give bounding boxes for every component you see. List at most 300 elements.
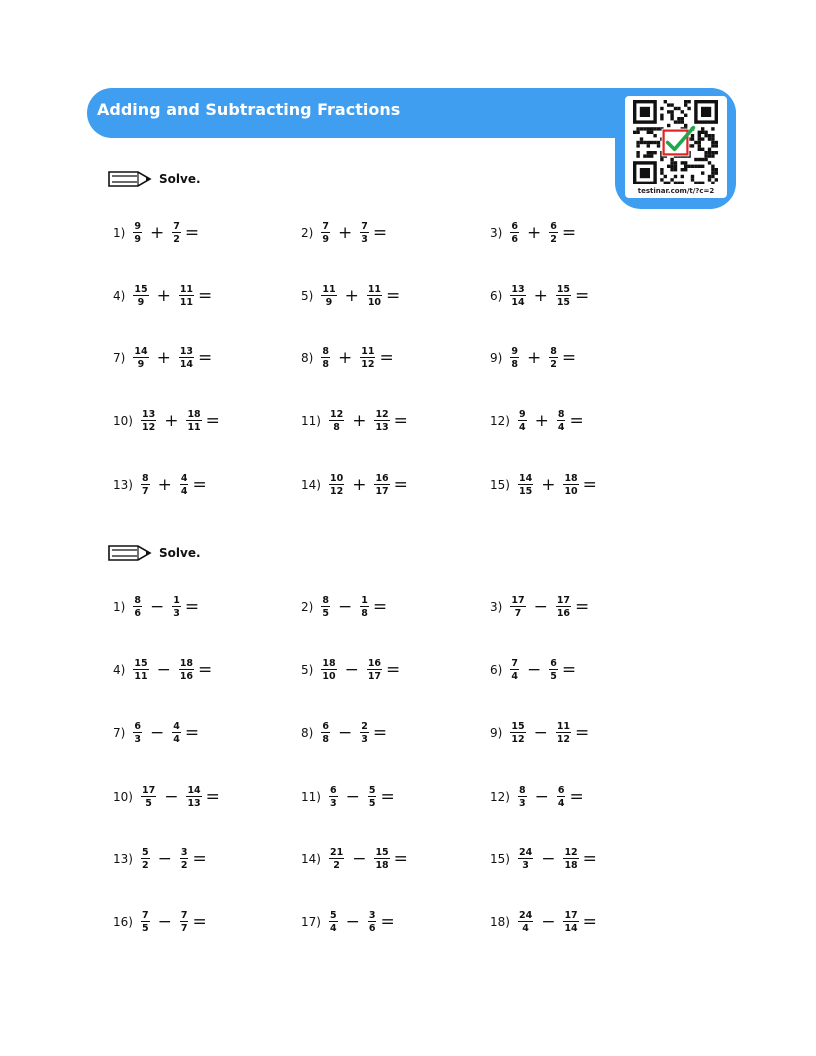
fraction-a — [133, 659, 148, 682]
problem-number: 11) — [301, 790, 321, 804]
numerator: 18 — [187, 408, 201, 420]
operator: − — [344, 659, 359, 680]
denominator: 14 — [179, 359, 194, 370]
operator: − — [157, 848, 172, 869]
denominator: 2 — [180, 860, 188, 871]
problem-number: 13) — [113, 852, 133, 866]
denominator: 4 — [180, 486, 188, 497]
fraction-b — [172, 596, 181, 619]
numerator: 9 — [511, 345, 518, 357]
denominator: 5 — [368, 798, 376, 809]
fraction-a — [329, 474, 344, 497]
problem-item — [490, 338, 576, 378]
equals-sign: = — [198, 347, 213, 368]
numerator: 24 — [518, 846, 533, 858]
denominator: 10 — [564, 486, 578, 497]
operator: − — [533, 596, 548, 617]
numerator: 2 — [361, 720, 368, 732]
numerator: 6 — [322, 720, 329, 732]
operator: + — [156, 285, 171, 306]
problem-item — [301, 713, 387, 753]
numerator: 13 — [511, 283, 525, 295]
numerator: 8 — [518, 784, 526, 796]
numerator: 10 — [329, 472, 344, 484]
problem-number: 15) — [490, 852, 510, 866]
problem-number: 10) — [113, 790, 133, 804]
denominator: 11 — [179, 297, 194, 308]
denominator: 14 — [564, 923, 578, 934]
numerator: 15 — [511, 720, 525, 732]
problem-item — [301, 650, 400, 690]
operator: − — [149, 722, 165, 743]
fraction-a — [133, 285, 148, 308]
pencil-icon — [108, 170, 152, 188]
operator: + — [164, 410, 179, 431]
denominator: 17 — [375, 486, 389, 497]
problem-item — [113, 465, 207, 505]
section-heading — [108, 543, 201, 563]
numerator: 6 — [329, 784, 337, 796]
denominator: 3 — [361, 734, 368, 745]
numerator: 16 — [375, 472, 389, 484]
fraction-a — [510, 285, 525, 308]
denominator: 9 — [325, 297, 333, 308]
fraction-a — [518, 911, 533, 934]
fraction-b — [549, 659, 558, 682]
problem-number: 6) — [490, 663, 503, 677]
fraction-a — [321, 222, 330, 245]
fraction-a — [321, 347, 330, 370]
equals-sign: = — [192, 474, 207, 495]
denominator: 15 — [556, 297, 571, 308]
denominator: 3 — [173, 608, 180, 619]
denominator: 5 — [550, 671, 557, 682]
denominator: 8 — [361, 608, 368, 619]
denominator: 6 — [368, 923, 376, 934]
equals-sign: = — [569, 786, 584, 807]
fraction-b — [374, 848, 389, 871]
numerator: 3 — [368, 909, 376, 921]
problem-item — [490, 213, 576, 253]
denominator: 8 — [333, 422, 340, 433]
problem-number: 13) — [113, 478, 133, 492]
problem-number: 16) — [113, 915, 133, 929]
fraction-b — [180, 848, 189, 871]
denominator: 7 — [514, 608, 522, 619]
problem-number: 17) — [301, 915, 321, 929]
fraction-a — [518, 848, 533, 871]
numerator: 12 — [375, 408, 389, 420]
operator: + — [541, 474, 556, 495]
denominator: 8 — [511, 359, 518, 370]
numerator: 18 — [564, 472, 578, 484]
denominator: 9 — [322, 234, 329, 245]
problem-item — [113, 401, 220, 441]
denominator: 3 — [134, 734, 141, 745]
problem-item — [490, 902, 597, 942]
problem-item — [113, 213, 199, 253]
denominator: 3 — [361, 234, 368, 245]
problem-number: 7) — [113, 726, 126, 740]
problem-number: 5) — [301, 663, 314, 677]
numerator: 1 — [361, 594, 368, 606]
fraction-b — [563, 474, 578, 497]
equals-sign: = — [575, 285, 590, 306]
fraction-a — [133, 347, 148, 370]
operator: − — [337, 596, 353, 617]
operator: + — [344, 285, 359, 306]
denominator: 4 — [557, 798, 565, 809]
section-label: Solve. — [159, 172, 201, 186]
numerator: 14 — [134, 345, 148, 357]
numerator: 7 — [141, 909, 149, 921]
fraction-b — [563, 848, 578, 871]
equals-sign: = — [184, 722, 200, 743]
fraction-b — [186, 410, 201, 433]
page-title: Adding and Subtracting Fractions — [97, 100, 401, 119]
problem-number: 10) — [113, 414, 133, 428]
denominator: 5 — [322, 608, 329, 619]
denominator: 2 — [173, 234, 180, 245]
numerator: 5 — [368, 784, 376, 796]
numerator: 7 — [511, 657, 518, 669]
problem-number: 1) — [113, 600, 126, 614]
qr-caption: testinar.com/t/?c=2 — [637, 187, 715, 195]
fraction-a — [133, 596, 142, 619]
equals-sign: = — [184, 596, 200, 617]
fraction-a — [141, 410, 156, 433]
problem-item — [113, 276, 212, 316]
operator: + — [526, 347, 542, 368]
denominator: 4 — [329, 923, 337, 934]
numerator: 16 — [367, 657, 382, 669]
numerator: 24 — [518, 909, 533, 921]
fraction-b — [549, 347, 558, 370]
numerator: 11 — [556, 720, 571, 732]
problem-item — [301, 587, 387, 627]
fraction-b — [180, 474, 189, 497]
denominator: 15 — [518, 486, 533, 497]
equals-sign: = — [561, 222, 577, 243]
denominator: 9 — [137, 359, 145, 370]
denominator: 16 — [179, 671, 194, 682]
operator: − — [526, 659, 542, 680]
problem-item — [490, 650, 576, 690]
numerator: 17 — [141, 784, 156, 796]
denominator: 9 — [137, 297, 145, 308]
numerator: 12 — [329, 408, 344, 420]
problem-item — [490, 587, 589, 627]
denominator: 12 — [141, 422, 156, 433]
denominator: 2 — [141, 860, 149, 871]
equals-sign: = — [205, 410, 220, 431]
denominator: 5 — [145, 798, 152, 809]
equals-sign: = — [393, 474, 408, 495]
problem-item — [113, 713, 199, 753]
equals-sign: = — [380, 911, 395, 932]
denominator: 3 — [518, 798, 526, 809]
equals-sign: = — [575, 596, 590, 617]
numerator: 18 — [322, 657, 336, 669]
fraction-b — [186, 786, 201, 809]
problem-item — [301, 338, 394, 378]
numerator: 6 — [557, 784, 565, 796]
problem-number: 9) — [490, 726, 503, 740]
numerator: 11 — [179, 283, 194, 295]
denominator: 4 — [557, 422, 565, 433]
problem-number: 15) — [490, 478, 510, 492]
fraction-b — [172, 722, 181, 745]
numerator: 8 — [557, 408, 565, 420]
denominator: 18 — [375, 860, 389, 871]
problem-item — [490, 839, 597, 879]
equals-sign: = — [393, 410, 408, 431]
equals-sign: = — [184, 222, 200, 243]
equals-sign: = — [372, 596, 388, 617]
problem-number: 1) — [113, 226, 126, 240]
fraction-a — [329, 410, 344, 433]
numerator: 7 — [180, 909, 188, 921]
numerator: 17 — [564, 909, 578, 921]
denominator: 14 — [511, 297, 525, 308]
problem-number: 8) — [301, 726, 314, 740]
fraction-a — [329, 848, 344, 871]
problem-number: 3) — [490, 600, 503, 614]
problem-number: 3) — [490, 226, 503, 240]
denominator: 11 — [134, 671, 148, 682]
fraction-b — [360, 222, 369, 245]
denominator: 5 — [141, 923, 149, 934]
numerator: 15 — [556, 283, 571, 295]
fraction-b — [360, 722, 369, 745]
denominator: 4 — [511, 671, 518, 682]
numerator: 9 — [134, 220, 141, 232]
problem-item — [113, 902, 207, 942]
operator: − — [345, 911, 360, 932]
numerator: 17 — [556, 594, 571, 606]
fraction-a — [510, 222, 519, 245]
numerator: 5 — [141, 846, 149, 858]
problem-number: 18) — [490, 915, 510, 929]
fraction-b — [367, 659, 382, 682]
numerator: 6 — [511, 220, 518, 232]
numerator: 7 — [173, 220, 180, 232]
fraction-b — [556, 722, 571, 745]
fraction-b — [179, 347, 194, 370]
pencil-icon — [108, 544, 152, 562]
fraction-a — [510, 596, 525, 619]
problem-number: 14) — [301, 478, 321, 492]
numerator: 7 — [361, 220, 368, 232]
fraction-a — [321, 285, 336, 308]
denominator: 3 — [329, 798, 337, 809]
numerator: 7 — [322, 220, 329, 232]
problem-item — [490, 276, 589, 316]
problem-number: 2) — [301, 226, 314, 240]
equals-sign: = — [379, 347, 394, 368]
qr-code-icon — [633, 100, 721, 184]
denominator: 4 — [522, 923, 529, 934]
numerator: 4 — [180, 472, 188, 484]
problem-number: 7) — [113, 351, 126, 365]
fraction-b — [172, 222, 181, 245]
operator: − — [541, 911, 556, 932]
problem-number: 5) — [301, 289, 314, 303]
denominator: 8 — [322, 734, 329, 745]
denominator: 12 — [361, 359, 375, 370]
numerator: 13 — [179, 345, 194, 357]
denominator: 10 — [367, 297, 382, 308]
equals-sign: = — [205, 786, 220, 807]
denominator: 6 — [134, 608, 141, 619]
equals-sign: = — [393, 848, 408, 869]
fraction-b — [557, 410, 566, 433]
denominator: 2 — [550, 359, 557, 370]
problem-item — [490, 401, 584, 441]
fraction-a — [518, 410, 527, 433]
operator: − — [157, 911, 172, 932]
equals-sign: = — [372, 222, 388, 243]
numerator: 14 — [518, 472, 533, 484]
equals-sign: = — [192, 848, 207, 869]
problem-number: 12) — [490, 790, 510, 804]
numerator: 8 — [134, 594, 141, 606]
fraction-b — [557, 786, 566, 809]
equals-sign: = — [561, 347, 577, 368]
operator: + — [157, 474, 172, 495]
operator: + — [534, 410, 549, 431]
fraction-a — [321, 659, 336, 682]
operator: + — [337, 222, 353, 243]
numerator: 1 — [173, 594, 180, 606]
operator: − — [352, 848, 367, 869]
equals-sign: = — [198, 285, 213, 306]
equals-sign: = — [582, 911, 597, 932]
fraction-b — [367, 285, 382, 308]
problem-item — [301, 777, 395, 817]
problem-item — [113, 587, 199, 627]
equals-sign: = — [561, 659, 577, 680]
problem-item — [301, 465, 408, 505]
operator: − — [534, 786, 549, 807]
numerator: 4 — [173, 720, 180, 732]
denominator: 8 — [322, 359, 329, 370]
problem-number: 4) — [113, 663, 126, 677]
problem-item — [301, 839, 408, 879]
numerator: 8 — [322, 594, 329, 606]
operator: − — [164, 786, 179, 807]
fraction-a — [133, 222, 142, 245]
numerator: 15 — [134, 283, 148, 295]
operator: + — [533, 285, 548, 306]
fraction-b — [368, 911, 377, 934]
fraction-a — [141, 911, 150, 934]
problem-number: 8) — [301, 351, 314, 365]
fraction-a — [329, 786, 338, 809]
operator: − — [337, 722, 353, 743]
problem-item — [301, 213, 387, 253]
fraction-b — [180, 911, 189, 934]
operator: + — [337, 347, 353, 368]
numerator: 12 — [564, 846, 578, 858]
equals-sign: = — [380, 786, 395, 807]
numerator: 8 — [141, 472, 149, 484]
fraction-b — [563, 911, 578, 934]
denominator: 7 — [141, 486, 149, 497]
problem-item — [490, 777, 584, 817]
fraction-a — [510, 347, 519, 370]
fraction-a — [133, 722, 142, 745]
numerator: 3 — [180, 846, 188, 858]
problem-item — [301, 276, 400, 316]
numerator: 13 — [141, 408, 156, 420]
denominator: 6 — [511, 234, 518, 245]
numerator: 21 — [329, 846, 344, 858]
numerator: 9 — [518, 408, 526, 420]
numerator: 6 — [550, 657, 557, 669]
fraction-b — [556, 285, 571, 308]
denominator: 2 — [550, 234, 557, 245]
fraction-b — [549, 222, 558, 245]
denominator: 12 — [511, 734, 525, 745]
problem-item — [113, 338, 212, 378]
operator: + — [352, 474, 367, 495]
section-label: Solve. — [159, 546, 201, 560]
fraction-a — [141, 786, 156, 809]
fraction-b — [374, 410, 389, 433]
operator: − — [149, 596, 165, 617]
equals-sign: = — [569, 410, 584, 431]
numerator: 14 — [187, 784, 201, 796]
problem-item — [301, 902, 395, 942]
fraction-a — [141, 848, 150, 871]
numerator: 5 — [329, 909, 337, 921]
operator: − — [156, 659, 171, 680]
operator: + — [156, 347, 171, 368]
fraction-b — [179, 285, 194, 308]
equals-sign: = — [192, 911, 207, 932]
fraction-a — [321, 596, 330, 619]
fraction-a — [518, 786, 527, 809]
denominator: 13 — [187, 798, 201, 809]
denominator: 4 — [173, 734, 180, 745]
operator: − — [533, 722, 548, 743]
fraction-b — [368, 786, 377, 809]
numerator: 11 — [322, 283, 336, 295]
fraction-b — [360, 347, 375, 370]
numerator: 18 — [179, 657, 194, 669]
problem-number: 11) — [301, 414, 321, 428]
fraction-b — [179, 659, 194, 682]
denominator: 7 — [180, 923, 188, 934]
problem-number: 14) — [301, 852, 321, 866]
denominator: 18 — [564, 860, 578, 871]
operator: − — [541, 848, 556, 869]
equals-sign: = — [582, 848, 597, 869]
denominator: 2 — [333, 860, 340, 871]
problem-number: 9) — [490, 351, 503, 365]
equals-sign: = — [198, 659, 213, 680]
denominator: 12 — [556, 734, 571, 745]
problem-item — [490, 465, 597, 505]
problem-item — [113, 650, 212, 690]
denominator: 10 — [322, 671, 336, 682]
fraction-a — [141, 474, 150, 497]
problem-item — [113, 839, 207, 879]
problem-number: 2) — [301, 600, 314, 614]
denominator: 16 — [556, 608, 571, 619]
equals-sign: = — [386, 285, 401, 306]
